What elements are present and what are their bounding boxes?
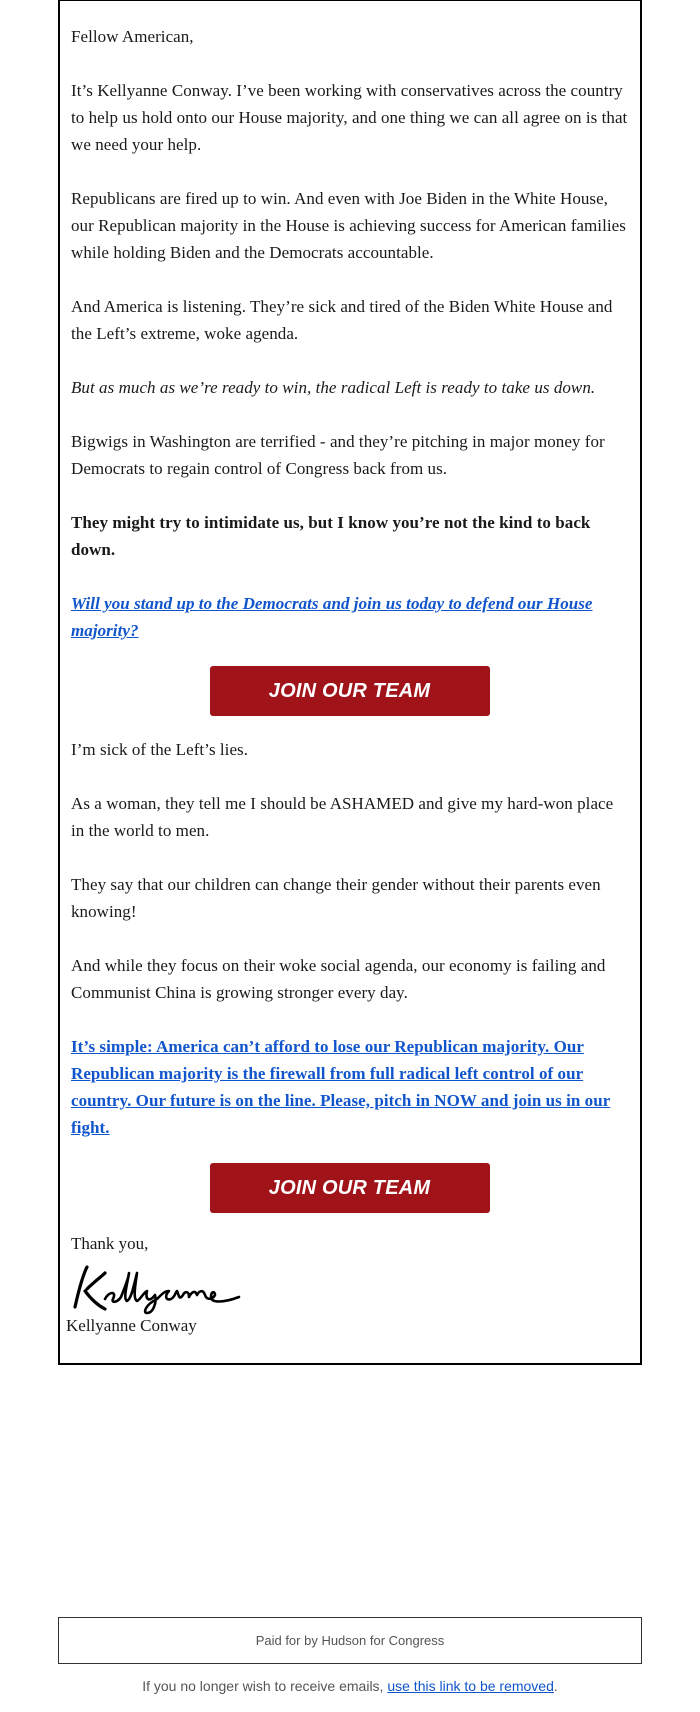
join-our-team-button-2[interactable]: JOIN OUR TEAM bbox=[210, 1163, 490, 1213]
stand-up-link[interactable]: Will you stand up to the Democrats and join us today to defend our House majority? bbox=[71, 594, 593, 640]
unsubscribe-link[interactable]: use this link to be removed bbox=[387, 1678, 554, 1694]
greeting: Fellow American, bbox=[71, 27, 194, 46]
paragraph-listening: And America is listening. They’re sick and tired of the Biden White House and the Left’s extreme, woke agenda. bbox=[71, 297, 613, 343]
paragraph-intro: It’s Kellyanne Conway. I’ve been working with conservatives across the country to help us hold onto our House majority, and one thing we can all agree on is that we need your help. bbox=[71, 81, 628, 154]
signature-image bbox=[65, 1259, 245, 1315]
paragraph-woman: As a woman, they tell me I should be ASHAMED and give my hard-won place in the world to men. bbox=[71, 794, 614, 840]
signoff: Thank you, bbox=[71, 1234, 149, 1253]
unsubscribe-line bbox=[0, 1676, 700, 1696]
signed-name: Kellyanne Conway bbox=[66, 1316, 197, 1335]
unsubscribe-suffix: . bbox=[553, 1678, 558, 1694]
simple-link[interactable]: It’s simple: America can’t afford to lose our Republican majority. Our Republican majority is the firewall from full radical left control of our country. Our future is on the line. Please, pitch in NOW and join us in our fight. bbox=[71, 1037, 611, 1137]
paragraph-children: They say that our children can change their gender without their parents even knowing! bbox=[71, 875, 601, 921]
unsubscribe-prefix: If you no longer wish to receive emails, bbox=[142, 1678, 388, 1694]
paragraph-lies: I’m sick of the Left’s lies. bbox=[71, 740, 249, 759]
paid-for-disclaimer bbox=[58, 1617, 642, 1664]
cta-container-1 bbox=[71, 666, 628, 716]
join-our-team-button[interactable]: JOIN OUR TEAM bbox=[210, 666, 490, 716]
paragraph-economy: And while they focus on their woke social agenda, our economy is failing and Communist China is growing stronger every day. bbox=[71, 956, 606, 1002]
paragraph-bigwigs: Bigwigs in Washington are terrified - and they’re pitching in major money for Democrats to regain control of Congress back from us. bbox=[71, 432, 605, 478]
cta-container-2 bbox=[71, 1163, 628, 1213]
paragraph-fired-up: Republicans are fired up to win. And even with Joe Biden in the White House, our Republican majority in the House is achieving success for American families while holding Biden and the Democrats accountable. bbox=[71, 189, 626, 262]
letter-body bbox=[58, 0, 642, 1365]
paid-for-text: Paid for by Hudson for Congress bbox=[255, 1633, 445, 1648]
paragraph-bold-callout: They might try to intimidate us, but I know you’re not the kind to back down. bbox=[71, 513, 591, 559]
paragraph-italic: But as much as we’re ready to win, the radical Left is ready to take us down. bbox=[71, 378, 596, 397]
